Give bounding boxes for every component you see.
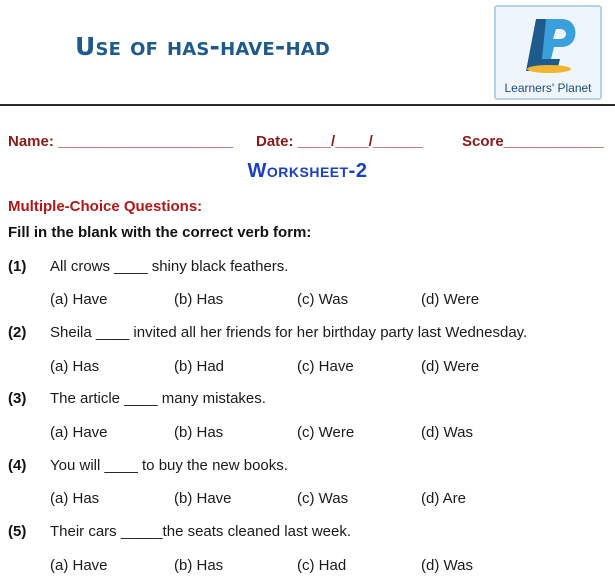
logo — [494, 5, 602, 100]
date-field: Date: ____/____/______ — [256, 133, 423, 150]
instruction-text: Fill in the blank with the correct verb form: — [8, 224, 312, 241]
option-c: (c) Were — [297, 424, 355, 441]
score-field: Score____________ — [462, 133, 604, 150]
option-d: (d) Are — [421, 490, 467, 507]
header-divider — [0, 104, 615, 106]
question-number: (2) — [8, 324, 27, 341]
name-field: Name: _____________________ — [8, 133, 234, 150]
option-d: (d) Was — [421, 424, 473, 441]
option-c: (c) Had — [297, 557, 347, 574]
option-b: (b) Has — [174, 291, 224, 308]
option-a: (a) Has — [50, 490, 100, 507]
option-a: (a) Have — [50, 557, 108, 574]
option-d: (d) Were — [421, 358, 480, 375]
option-b: (b) Had — [174, 358, 225, 375]
question-number: (1) — [8, 258, 27, 275]
worksheet-header — [0, 0, 615, 108]
logo-text: Learners' Planet — [504, 81, 592, 95]
question-text: The article ____ many mistakes. — [50, 390, 266, 407]
option-a: (a) Has — [50, 358, 100, 375]
option-c: (c) Was — [297, 490, 349, 507]
option-a: (a) Have — [50, 424, 108, 441]
question-text: Their cars _____the seats cleaned last week. — [50, 523, 352, 540]
option-b: (b) Have — [174, 490, 232, 507]
question-text: All crows ____ shiny black feathers. — [50, 258, 289, 275]
option-d: (d) Was — [421, 557, 473, 574]
question-number: (4) — [8, 457, 27, 474]
question-number: (5) — [8, 523, 27, 540]
option-d: (d) Were — [421, 291, 480, 308]
page-title: Use of has-have-had — [75, 32, 331, 61]
option-b: (b) Has — [174, 557, 224, 574]
option-a: (a) Have — [50, 291, 108, 308]
option-c: (c) Have — [297, 358, 354, 375]
option-b: (b) Has — [174, 424, 224, 441]
question-number: (3) — [8, 390, 27, 407]
worksheet-title: Worksheet-2 — [247, 160, 368, 182]
lp-logo-icon — [516, 13, 582, 79]
question-text: You will ____ to buy the new books. — [50, 457, 288, 474]
question-text: Sheila ____ invited all her friends for her birthday party last Wednesday. — [50, 324, 528, 341]
option-c: (c) Was — [297, 291, 349, 308]
section-title: Multiple-Choice Questions: — [8, 198, 203, 215]
